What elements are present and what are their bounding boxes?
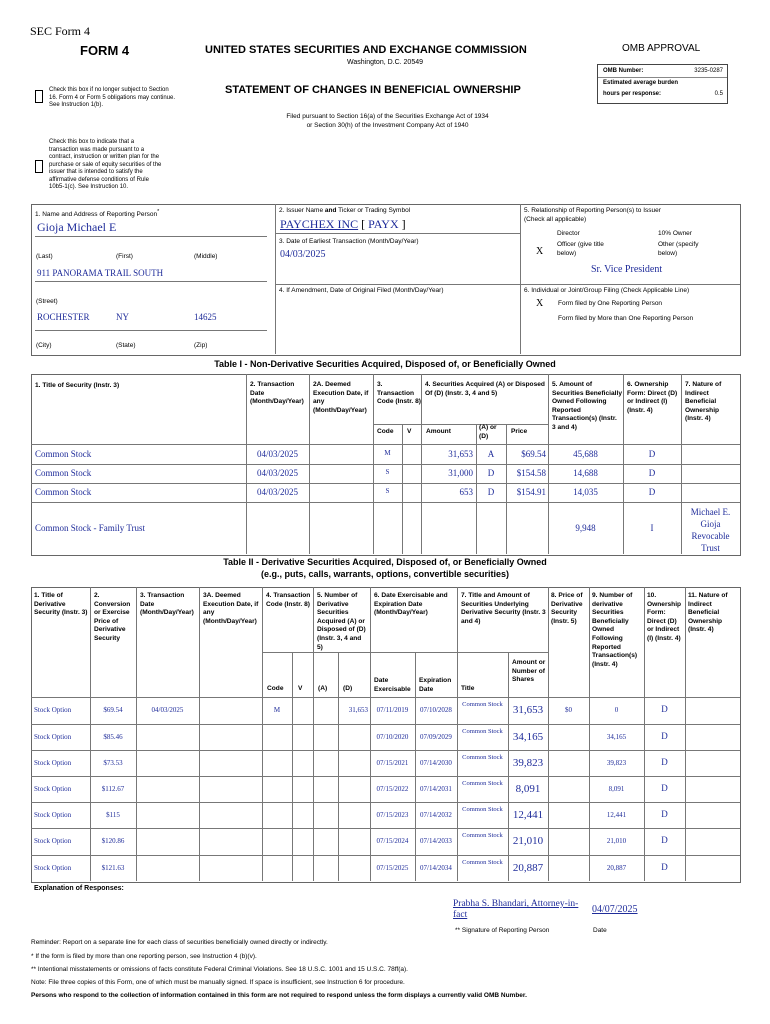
- table1-title: Table I - Non-Derivative Securities Acquired, Disposed of, or Beneficially Owned: [214, 359, 556, 369]
- table2-subtitle: (e.g., puts, calls, warrants, options, convertible securities): [260, 569, 510, 579]
- t1-r2-form: D: [648, 487, 656, 497]
- zip-label: (Zip): [194, 342, 208, 349]
- t2-r1-exer: 07/10/2020: [376, 733, 409, 741]
- t2-r0-exer: 07/11/2019: [376, 706, 409, 714]
- t2-r6-exp: 07/14/2034: [420, 864, 452, 872]
- t1-sub-v: V: [407, 428, 412, 435]
- no-longer-subject-text: Check this box if no longer subject to Section 16. Form 4 or Form 5 obligations may continue. See Instruction 1(b).: [49, 87, 176, 108]
- t2-h7: 7. Title and Amount of Securities Underlying Derivative Security (Instr. 3 and 4): [461, 592, 546, 625]
- t1-r1-form: D: [648, 468, 656, 478]
- signature-date: 04/07/2025: [592, 904, 638, 915]
- t2-r0-title: Stock Option: [34, 706, 72, 714]
- earliest-transaction-date: 04/03/2025: [280, 249, 326, 260]
- t1-r1-ad: D: [487, 468, 495, 478]
- t1-r0-title: Common Stock: [35, 449, 92, 459]
- t1-r2-ad: D: [487, 487, 495, 497]
- box1-label: 1. Name and Address of Reporting Person*: [35, 209, 160, 219]
- t1-r1-title: Common Stock: [35, 468, 92, 478]
- t2-sub-expiration: Expiration Date: [419, 677, 452, 693]
- t2-r6-owned: 20,887: [606, 864, 627, 872]
- t2-r2-price: $73.53: [103, 759, 123, 767]
- commission-city: Washington, D.C. 20549: [347, 59, 424, 66]
- t2-h10: 10. Ownership Form: Direct (D) or Indirect (I) (Instr. 4): [647, 592, 682, 642]
- t2-r0-dprice: $0: [565, 706, 572, 714]
- t2-r2-form: D: [661, 757, 668, 767]
- t2-r2-exer: 07/15/2021: [376, 759, 409, 767]
- t1-h2: 2. Transaction Date (Month/Day/Year): [250, 381, 304, 406]
- t1-r0-code: M: [384, 449, 391, 457]
- t1-sub-amount: Amount: [426, 428, 451, 435]
- last-label: (Last): [36, 253, 53, 260]
- footer-reminder: Reminder: Report on a separate line for each class of securities beneficially owned directly or indirectly.: [31, 939, 328, 946]
- t2-h3: 3. Transaction Date (Month/Day/Year): [140, 592, 194, 617]
- t2-r0-owned: 0: [614, 706, 619, 714]
- one-person-label: Form filed by One Reporting Person: [558, 300, 663, 307]
- t1-h2a: 2A. Deemed Execution Date, if any (Month/Day/Year): [313, 381, 369, 414]
- t1-r2-owned: 14,035: [573, 487, 598, 497]
- t2-r2-utitle: Common Stock: [462, 754, 503, 761]
- t1-r1-price: $154.58: [516, 468, 546, 478]
- t2-r3-utitle: Common Stock: [462, 780, 503, 787]
- t2-sub-code: Code: [267, 685, 284, 692]
- t1-r0-amount: 31,653: [448, 449, 473, 459]
- omb-burden-label: Estimated average burden: [603, 80, 679, 86]
- t2-r5-utitle: Common Stock: [462, 832, 503, 839]
- t2-r1-uamount: 34,165: [512, 731, 544, 743]
- state-label: (State): [116, 342, 136, 349]
- t2-r2-title: Stock Option: [34, 759, 72, 767]
- t2-h5: 5. Number of Derivative Securities Acquired (A) or Disposed of (D) (Instr. 3, 4 and 5): [317, 592, 366, 651]
- issuer-name: PAYCHEX INC [ PAYX ]: [280, 217, 406, 231]
- t2-h9: 9. Number of derivative Securities Beneficially Owned Following Reported Transaction(s) (Instr. 4): [592, 592, 638, 668]
- t2-r0-uamount: 31,653: [512, 704, 544, 716]
- t1-r0-price: $69.54: [521, 449, 546, 459]
- t1-sub-code: Code: [377, 428, 394, 435]
- other-label: Other (specify: [658, 241, 699, 248]
- t2-h4: 4. Transaction Code (Instr. 8): [266, 592, 311, 608]
- t2-r0-code: M: [273, 706, 281, 714]
- signature-name: Prabha S. Bhandari, Attorney-in-fact: [453, 899, 579, 920]
- t2-r0-date: 04/03/2025: [151, 706, 184, 714]
- omb-hours-label: hours per response:: [603, 91, 662, 97]
- officer-label: Officer (give title: [557, 241, 604, 248]
- t1-r0-form: D: [648, 449, 656, 459]
- page-label: SEC Form 4: [30, 24, 91, 38]
- rule-10b5-checkbox[interactable]: [35, 160, 43, 173]
- city-label: (City): [36, 342, 52, 349]
- box5-label2: (Check all applicable): [524, 216, 587, 223]
- footer-note-copies: Note: File three copies of this Form, one of which must be manually signed. If space is insufficient, see Instruction 6 for procedure.: [31, 979, 405, 986]
- commission-title: UNITED STATES SECURITIES AND EXCHANGE COMMISSION: [205, 44, 527, 56]
- t2-sub-exercisable: Date Exercisable: [374, 677, 411, 693]
- box5-label1: 5. Relationship of Reporting Person(s) to Issuer: [524, 207, 661, 214]
- one-person-mark[interactable]: X: [536, 298, 544, 309]
- other-label-below: below): [658, 250, 678, 257]
- t2-r0-utitle: Common Stock: [462, 701, 503, 708]
- t2-h8: 8. Price of Derivative Security (Instr. 5): [551, 592, 583, 625]
- t2-r4-price: $115: [106, 811, 120, 819]
- t2-h2: 2. Conversion or Exercise Price of Derivative Security: [94, 592, 131, 642]
- more-persons-label: Form filed by More than One Reporting Person: [558, 315, 694, 322]
- t2-r6-exer: 07/15/2025: [376, 864, 409, 872]
- t1-r3-owned: 9,948: [575, 523, 596, 533]
- t2-r4-exp: 07/14/2032: [420, 811, 452, 819]
- t2-r4-title: Stock Option: [34, 811, 72, 819]
- t2-sub-d: (D): [343, 685, 353, 692]
- t2-r3-title: Stock Option: [34, 785, 72, 793]
- date-label: Date: [593, 927, 607, 934]
- box4-label: 4. If Amendment, Date of Original Filed (Month/Day/Year): [279, 287, 444, 294]
- t1-r0-date: 04/03/2025: [256, 449, 298, 459]
- t1-r2-amount: 653: [459, 487, 473, 497]
- street-label: (Street): [36, 298, 58, 305]
- footer-note-misstatements: ** Intentional misstatements or omissions of facts constitute Federal Criminal Violations. See 18 U.S.C. 1001 and 15 U.S.C. 78ff(a).: [31, 966, 408, 973]
- t1-r2-code: S: [385, 487, 390, 495]
- omb-box: [597, 64, 728, 104]
- box6-label: 6. Individual or Joint/Group Filing (Check Applicable Line): [524, 287, 690, 294]
- officer-title: Sr. Vice President: [591, 264, 663, 275]
- t2-r5-exp: 07/14/2033: [420, 837, 452, 845]
- t1-r2-price: $154.91: [516, 487, 546, 497]
- t2-h1: 1. Title of Derivative Security (Instr. 3): [34, 592, 88, 617]
- t1-h4: 4. Securities Acquired (A) or Disposed Of (D) (Instr. 3, 4 and 5): [425, 381, 545, 397]
- t2-r6-price: $121.63: [101, 864, 125, 872]
- omb-number-label: OMB Number:: [603, 68, 644, 74]
- t2-r1-price: $85.46: [103, 733, 123, 741]
- state-value: NY: [116, 312, 129, 322]
- t2-r1-owned: 34,165: [606, 733, 627, 741]
- reporting-person-name: Gioja Michael E: [37, 220, 117, 234]
- t1-sub-price: Price: [511, 428, 528, 435]
- t2-r3-price: $112.67: [101, 785, 125, 793]
- t1-r0-ad: A: [487, 449, 495, 459]
- t2-sub-v: V: [298, 685, 303, 692]
- t2-h3a: 3A. Deemed Execution Date, if any (Month/Day/Year): [203, 592, 259, 625]
- t1-r2-date: 04/03/2025: [256, 487, 298, 497]
- explanation-label: Explanation of Responses:: [34, 885, 124, 892]
- t2-r4-exer: 07/15/2023: [376, 811, 409, 819]
- table2-title: Table II - Derivative Securities Acquired, Disposed of, or Beneficially Owned: [223, 557, 547, 567]
- t1-sub-aord: (A) or (D): [479, 424, 497, 440]
- t2-r5-owned: 21,010: [606, 837, 627, 845]
- t2-r5-uamount: 21,010: [512, 835, 544, 847]
- ten-percent-owner-label: 10% Owner: [658, 230, 692, 237]
- t2-r0-d: 31,653: [348, 706, 368, 714]
- no-longer-subject-checkbox[interactable]: [35, 90, 43, 103]
- middle-label: (Middle): [194, 253, 218, 260]
- t2-r3-exp: 07/14/2031: [420, 785, 452, 793]
- t1-r1-owned: 14,688: [573, 468, 598, 478]
- t2-sub-title: Title: [461, 685, 475, 692]
- footer-omb-notice: Persons who respond to the collection of information contained in this form are not required to respond unless the form displays a currently valid OMB Number.: [31, 992, 527, 999]
- t2-r6-utitle: Common Stock: [462, 859, 503, 866]
- director-label: Director: [557, 230, 580, 237]
- t1-h6: 6. Ownership Form: Direct (D) or Indirect (I) (Instr. 4): [627, 381, 678, 414]
- t2-r5-price: $120.86: [101, 837, 125, 845]
- t2-r1-utitle: Common Stock: [462, 728, 503, 735]
- t2-r5-exer: 07/15/2024: [376, 837, 409, 845]
- city-value: ROCHESTER: [37, 312, 90, 322]
- filed-pursuant-line1: Filed pursuant to Section 16(a) of the Securities Exchange Act of 1934: [286, 113, 489, 120]
- t2-r1-title: Stock Option: [34, 733, 72, 741]
- officer-label-below: below): [557, 250, 577, 257]
- rule-10b5-text: Check this box to indicate that a transaction was made pursuant to a contract, instruction or written plan for the purchase or sale of equity securities of the issuer that is intended to satisfy the affirmative defense conditions of Rule 10b5-1(c). See Instruction 10.: [49, 139, 162, 190]
- t1-h5: 5. Amount of Securities Beneficially Owned Following Reported Transaction(s) (Instr. 3 and 4): [552, 381, 623, 431]
- street-value: 911 PANORAMA TRAIL SOUTH: [37, 268, 164, 278]
- t2-r0-exp: 07/10/2028: [420, 706, 452, 714]
- t2-r0-price: $69.54: [103, 706, 123, 714]
- t1-r3-nature: Michael E. Gioja Revocable Trust: [690, 507, 731, 553]
- omb-number-value: 3235-0287: [694, 68, 723, 74]
- t2-r4-owned: 12,441: [606, 811, 627, 819]
- t2-r5-form: D: [661, 835, 668, 845]
- officer-mark[interactable]: X: [536, 246, 544, 257]
- t1-r1-amount: 31,000: [448, 468, 473, 478]
- t2-r2-uamount: 39,823: [512, 757, 544, 769]
- t2-r4-uamount: 12,441: [512, 809, 544, 821]
- t2-r6-uamount: 20,887: [512, 862, 544, 874]
- t1-h3: 3. Transaction Code (Instr. 8): [377, 381, 421, 406]
- t1-r0-owned: 45,688: [573, 449, 598, 459]
- t2-r3-form: D: [661, 783, 668, 793]
- t2-r4-utitle: Common Stock: [462, 806, 503, 813]
- t2-r3-owned: 8,091: [608, 785, 625, 793]
- t2-r6-form: D: [661, 862, 668, 872]
- box3-label: 3. Date of Earliest Transaction (Month/Day/Year): [279, 238, 419, 245]
- t2-h11: 11. Nature of Indirect Beneficial Ownership (Instr. 4): [688, 592, 728, 634]
- first-label: (First): [116, 253, 133, 260]
- t2-sub-amount: Amount or Number of Shares: [512, 659, 546, 684]
- t2-r3-exer: 07/15/2022: [376, 785, 409, 793]
- omb-title: OMB APPROVAL: [622, 43, 701, 54]
- t1-h1: 1. Title of Security (Instr. 3): [35, 382, 120, 389]
- t2-r3-uamount: 8,091: [515, 783, 541, 795]
- t2-sub-a: (A): [318, 685, 328, 692]
- omb-burden-value: 0.5: [714, 91, 723, 97]
- filed-pursuant-line2: or Section 30(h) of the Investment Company Act of 1940: [306, 122, 469, 129]
- t2-h6: 6. Date Exercisable and Expiration Date (Month/Day/Year): [374, 592, 448, 617]
- t1-r3-form: I: [650, 523, 654, 533]
- t2-r4-form: D: [661, 809, 668, 819]
- t1-r2-title: Common Stock: [35, 487, 92, 497]
- zip-value: 14625: [194, 312, 217, 322]
- statement-title: STATEMENT OF CHANGES IN BENEFICIAL OWNERSHIP: [225, 84, 521, 96]
- form-title: FORM 4: [80, 43, 130, 58]
- signature-label: ** Signature of Reporting Person: [455, 927, 550, 934]
- footer-note-multiple: * If the form is filed by more than one reporting person, see Instruction 4 (b)(v).: [31, 953, 257, 960]
- t1-r1-date: 04/03/2025: [256, 468, 298, 478]
- box2-label: 2. Issuer Name and Ticker or Trading Symbol: [279, 207, 411, 214]
- t2-r1-exp: 07/09/2029: [420, 733, 452, 741]
- t2-r1-form: D: [661, 731, 668, 741]
- t2-r6-title: Stock Option: [34, 864, 72, 872]
- t1-h7: 7. Nature of Indirect Beneficial Ownership (Instr. 4): [685, 381, 722, 423]
- t2-r2-owned: 39,823: [606, 759, 627, 767]
- t1-r3-title: Common Stock - Family Trust: [35, 523, 146, 533]
- t2-r5-title: Stock Option: [34, 837, 72, 845]
- t2-r2-exp: 07/14/2030: [420, 759, 452, 767]
- t2-r0-form: D: [661, 704, 668, 714]
- t1-r1-code: S: [385, 468, 390, 476]
